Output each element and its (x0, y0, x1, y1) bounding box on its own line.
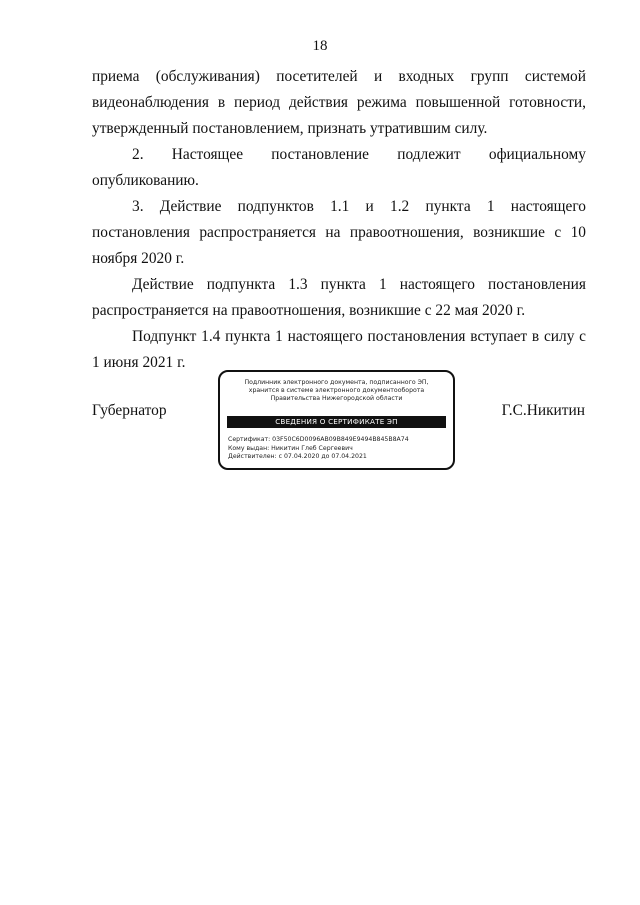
certificate-validity: Действителен: с 07.04.2020 до 07.04.2021 (228, 453, 367, 460)
page-number: 18 (312, 38, 328, 54)
stamp-header-line: хранится в системе электронного документооборота (248, 387, 425, 394)
paragraph-5: Подпункт 1.4 пункта 1 настоящего постановления вступает в силу с 1 июня 2021 г. (92, 328, 586, 371)
document-body (92, 64, 586, 376)
certificate-banner: СВЕДЕНИЯ О СЕРТИФИКАТЕ ЭП (227, 416, 446, 428)
paragraph-4: Действие подпункта 1.3 пункта 1 настоящего постановления распространяется на правоотношения, возникшие с 22 мая 2020 г. (92, 276, 586, 319)
certificate-owner: Кому выдан: Никитин Глеб Сергеевич (228, 444, 353, 452)
certificate-details (228, 436, 447, 462)
paragraph-1-continuation: приема (обслуживания) посетителей и входных групп системой видеонаблюдения в период действия режима повышенной готовности, утвержденный постановлением, признать утратившим силу. (92, 68, 586, 137)
stamp-header-line: Подлинник электронного документа, подписанного ЭП, (244, 379, 429, 386)
stamp-header (220, 379, 453, 403)
signatory-name: Г.С.Никитин (501, 402, 585, 419)
signatory-position: Губернатор (92, 402, 167, 419)
digital-signature-stamp (218, 370, 455, 470)
paragraph-2: 2. Настоящее постановление подлежит официальному опубликованию. (92, 146, 586, 189)
paragraph-3: 3. Действие подпунктов 1.1 и 1.2 пункта 1 настоящего постановления распространяется на правоотношения, возникшие с 10 ноября 2020 г. (92, 198, 586, 267)
certificate-serial: Сертификат: 03F50C6D0096AB09B849E9494B845B8A74 (228, 436, 409, 443)
stamp-header-line: Правительства Нижегородской области (270, 395, 403, 402)
